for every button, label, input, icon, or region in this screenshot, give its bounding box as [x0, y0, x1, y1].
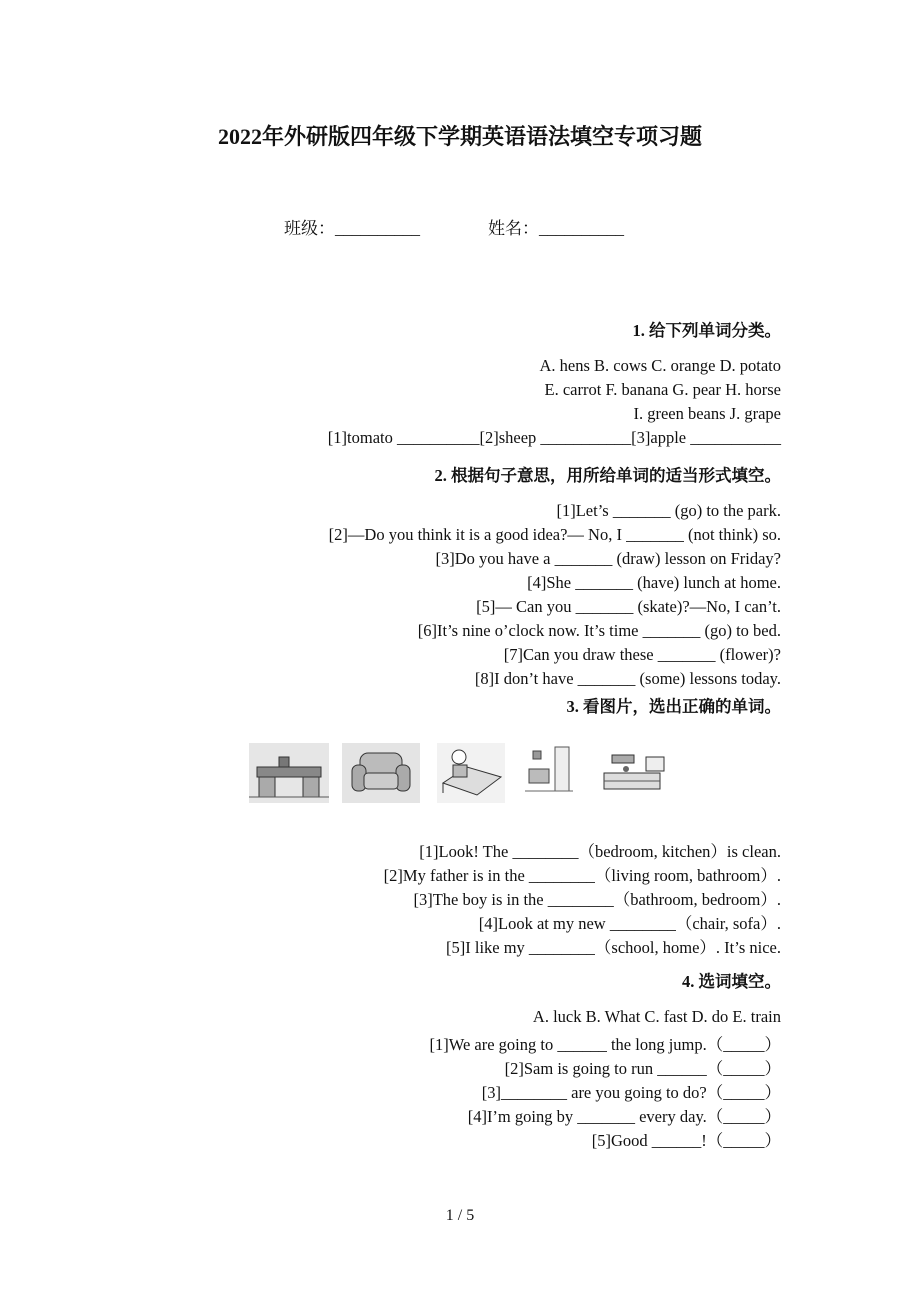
q2-line: [6]It’s nine o’clock now. It’s time _______ (go) to bed.	[417, 621, 781, 640]
q2-line: [7]Can you draw these _______ (flower)?	[503, 645, 781, 664]
q3-line: [5]I like my ________（school, home）. It’s nice.	[446, 938, 781, 957]
page-title: 2022年外研版四年级下学期英语语法填空专项习题	[217, 124, 702, 149]
q1-line: A. hens B. cows C. orange D. potato	[539, 356, 781, 375]
q3-line: [3]The boy is in the ________（bathroom, bedroom）.	[413, 890, 781, 909]
q4-line: [5]Good ______!（_____）	[591, 1131, 781, 1150]
classroom-desk-image	[248, 742, 330, 804]
kitchen-image	[601, 742, 669, 804]
sofa-image	[341, 742, 421, 804]
q4-line: [1]We are going to ______ the long jump.（_____）	[429, 1035, 781, 1054]
name-field-label: 姓名：__________	[488, 219, 624, 238]
q2-line: [1]Let’s _______ (go) to the park.	[556, 501, 781, 520]
q3-heading: 3. 看图片，选出正确的单词。	[566, 697, 781, 716]
boy-in-bed-image	[436, 742, 506, 804]
q4-line: [3]________ are you going to do?（_____）	[481, 1083, 781, 1102]
q4-line: A. luck B. What C. fast D. do E. train	[532, 1007, 781, 1026]
q4-line: [4]I’m going by _______ every day.（_____）	[467, 1107, 781, 1126]
q3-line: [4]Look at my new ________（chair, sofa）.	[478, 914, 781, 933]
q2-line: [2]—Do you think it is a good idea?— No, I _______ (not think) so.	[328, 525, 781, 544]
q4-line: [2]Sam is going to run ______（_____）	[504, 1059, 781, 1078]
living-room-image	[524, 742, 574, 804]
q2-line: [8]I don’t have _______ (some) lessons today.	[474, 669, 781, 688]
q1-line: E. carrot F. banana G. pear H. horse	[544, 380, 781, 399]
q1-line: I. green beans J. grape	[633, 404, 781, 423]
q4-heading: 4. 选词填空。	[682, 972, 781, 991]
q1-heading: 1. 给下列单词分类。	[632, 321, 781, 340]
q1-line: [1]tomato __________[2]sheep ___________[3]apple ___________	[327, 428, 781, 447]
q2-line: [5]— Can you _______ (skate)?—No, I can’t.	[476, 597, 781, 616]
q3-line: [1]Look! The ________（bedroom, kitchen）is clean.	[419, 842, 781, 861]
q2-line: [3]Do you have a _______ (draw) lesson on Friday?	[435, 549, 781, 568]
q2-heading: 2. 根据句子意思，用所给单词的适当形式填空。	[434, 466, 781, 485]
q2-line: [4]She _______ (have) lunch at home.	[527, 573, 781, 592]
page-number: 1 / 5	[445, 1207, 475, 1224]
q3-line: [2]My father is in the ________（living room, bathroom）.	[383, 866, 781, 885]
class-field-label: 班级：__________	[284, 219, 420, 238]
